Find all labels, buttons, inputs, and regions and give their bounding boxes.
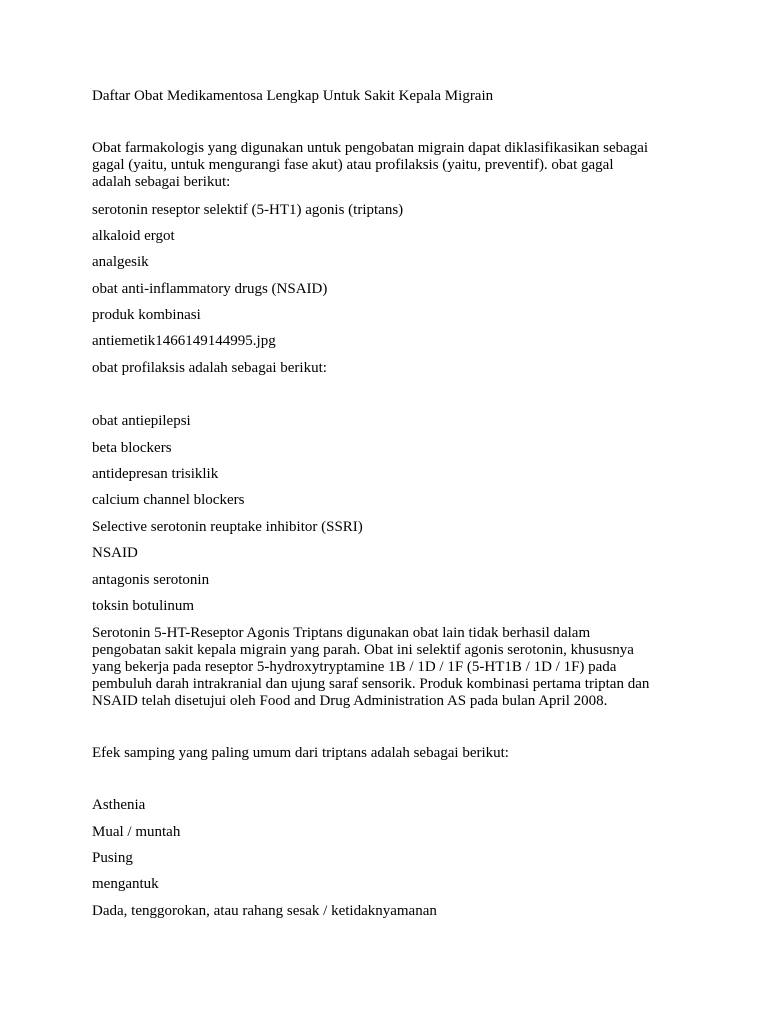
- intro-line: Obat farmakologis yang digunakan untuk pengobatan migrain dapat diklasifikasikan sebagai: [92, 140, 649, 156]
- prophylaxis-heading: obat profilaksis adalah sebagai berikut:: [92, 360, 327, 376]
- side-effects-intro: Efek samping yang paling umum dari triptans adalah sebagai berikut:: [92, 745, 509, 761]
- acute-item: antiemetik1466149144995.jpg: [92, 333, 276, 349]
- acute-item: produk kombinasi: [92, 307, 201, 323]
- document-title: Daftar Obat Medikamentosa Lengkap Untuk Sakit Kepala Migrain: [92, 88, 494, 104]
- triptan-line: Serotonin 5-HT-Reseptor Agonis Triptans digunakan obat lain tidak berhasil dalam: [92, 625, 591, 641]
- prophylaxis-item: Selective serotonin reuptake inhibitor (SSRI): [92, 519, 363, 535]
- prophylaxis-item: calcium channel blockers: [92, 492, 245, 508]
- side-effect-item: Mual / muntah: [92, 824, 181, 840]
- acute-item: alkaloid ergot: [92, 228, 175, 244]
- side-effect-item: Dada, tenggorokan, atau rahang sesak / ketidaknyamanan: [92, 903, 437, 919]
- triptan-line: pengobatan sakit kepala migrain yang parah. Obat ini selektif agonis serotonin, khususnya: [92, 642, 634, 658]
- prophylaxis-item: beta blockers: [92, 440, 172, 456]
- prophylaxis-item: antidepresan trisiklik: [92, 466, 219, 482]
- acute-item: serotonin reseptor selektif (5-HT1) agonis (triptans): [92, 202, 404, 218]
- prophylaxis-item: antagonis serotonin: [92, 572, 210, 588]
- triptan-line: yang bekerja pada reseptor 5-hydroxytryptamine 1B / 1D / 1F (5-HT1B / 1D / 1F) pada: [92, 659, 617, 675]
- triptan-paragraph: [92, 625, 649, 710]
- side-effect-item: Asthenia: [92, 797, 146, 813]
- acute-item: obat anti-inflammatory drugs (NSAID): [92, 281, 328, 297]
- intro-paragraph: [92, 140, 648, 191]
- triptan-line: NSAID telah disetujui oleh Food and Drug Administration AS pada bulan April 2008.: [92, 693, 608, 709]
- acute-item: analgesik: [92, 254, 149, 270]
- side-effect-item: mengantuk: [92, 876, 159, 892]
- triptan-line: pembuluh darah intrakranial dan ujung saraf sensorik. Produk kombinasi pertama triptan dan: [92, 676, 650, 692]
- prophylaxis-item: obat antiepilepsi: [92, 413, 191, 429]
- intro-line: gagal (yaitu, untuk mengurangi fase akut) atau profilaksis (yaitu, preventif). obat gagal: [92, 157, 614, 173]
- side-effect-item: Pusing: [92, 850, 133, 866]
- intro-line: adalah sebagai berikut:: [92, 174, 231, 190]
- prophylaxis-item: NSAID: [92, 545, 138, 561]
- prophylaxis-item: toksin botulinum: [92, 598, 195, 614]
